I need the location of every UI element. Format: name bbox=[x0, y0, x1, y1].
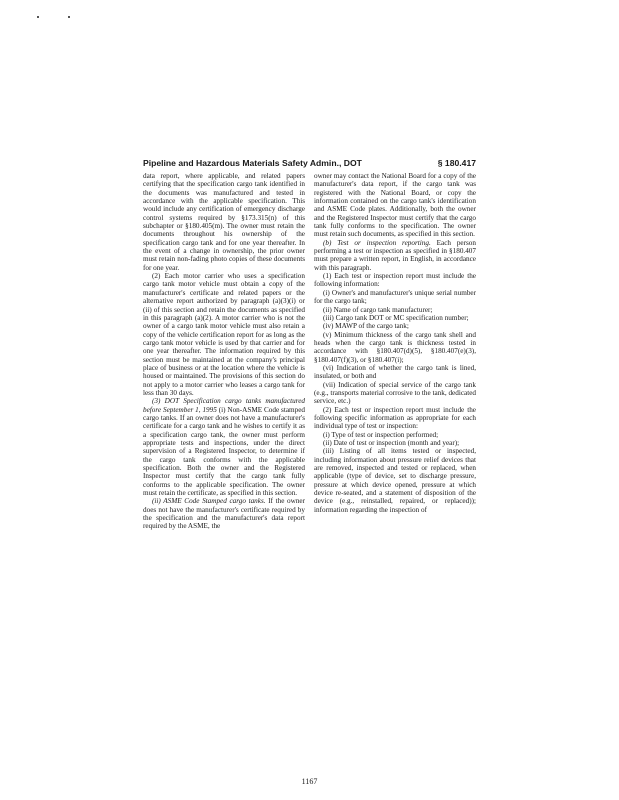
paragraph bbox=[143, 497, 305, 530]
paragraph bbox=[143, 397, 305, 497]
paragraph-text: (vi) Indication of whether the cargo tank is lined, insulated, or both and bbox=[314, 363, 476, 381]
paragraph-text: (vii) Indication of special service of the cargo tank (e.g., transports material corrosive to the tank, dedicated service, etc.) bbox=[314, 380, 476, 406]
running-head-section: § 180.417 bbox=[437, 158, 476, 168]
paragraph-text: (ii) Date of test or inspection (month and year); bbox=[323, 439, 460, 447]
paragraph-text: (v) Minimum thickness of the cargo tank shell and heads when the cargo tank is thickness tested in accordance with §180.407(d)(5), §180.407(e)(3), §180.407(f)(3), or §180.407(i); bbox=[314, 330, 476, 364]
paragraph bbox=[314, 272, 476, 289]
paragraph-heading: (b) Test or inspection reporting. bbox=[323, 238, 431, 247]
paragraph-text: (2) Each motor carrier who uses a specification cargo tank motor vehicle must obtain a copy of the manufacturer's certificate and related papers or the alternative report authorized by paragraph (a)(3)(i) or (ii) of this section and retain the documents as specified in this paragraph (a)(2). A motor carrier who is not the owner of a cargo tank motor vehicle must also retain a copy of the vehicle certification report for as long as the cargo tank motor vehicle is used by that carrier and for one year thereafter. The information required by this section must be maintained at the company's principal place of business or at the location where the vehicle is housed or maintained. The provisions of this section do not apply to a motor carrier who leases a cargo tank for less than 30 days. bbox=[143, 272, 305, 397]
paragraph-text: (i) Owner's and manufacturer's unique serial number for the cargo tank; bbox=[314, 288, 476, 306]
paragraph bbox=[143, 272, 305, 397]
paragraph-text: (i) Type of test or inspection performed; bbox=[323, 430, 439, 439]
paragraph-text: owner may contact the National Board for a copy of the manufacturer's data report, if the cargo tank was registered with the National Board, or copy the information contained on the cargo tank's identification and ASME Code plates. Additionally, both the owner and the Registered Inspector must certify that the cargo tank fully conforms to the specification. The owner must retain such documents, as specified in this section. bbox=[314, 172, 476, 239]
left-column bbox=[143, 172, 305, 531]
paragraph-heading: (3) DOT Specification cargo tanks manufactured before September 1, 1995 bbox=[143, 397, 305, 414]
page-number: 1167 bbox=[301, 777, 318, 786]
paragraph bbox=[314, 447, 476, 514]
paragraph-text: If the owner does not have the manufacturer's certificate required by the specification and the manufacturer's data report required by the ASME, the bbox=[143, 497, 305, 531]
paragraph-text: (iii) Cargo tank DOT or MC specification number; bbox=[323, 313, 469, 322]
running-head-title: Pipeline and Hazardous Materials Safety Admin., DOT bbox=[143, 158, 362, 168]
paragraph-text: (1) Each test or inspection report must include the following information: bbox=[314, 272, 476, 289]
paragraph-heading: (ii) ASME Code Stamped cargo tanks. bbox=[152, 497, 266, 506]
paragraph bbox=[314, 239, 476, 272]
paragraph bbox=[314, 314, 476, 322]
continued-text bbox=[143, 172, 305, 272]
continued-text bbox=[314, 172, 476, 239]
paragraph-text: (ii) Name of cargo tank manufacturer; bbox=[323, 305, 433, 314]
paragraph bbox=[314, 331, 476, 364]
paragraph bbox=[314, 439, 476, 447]
paragraph bbox=[314, 364, 476, 381]
paragraph bbox=[314, 322, 476, 330]
paragraph-text: Each person performing a test or inspection as specified in §180.407 must prepare a written report, in English, in accordance with this paragraph. bbox=[314, 238, 476, 272]
paragraph-text: (i) Non-ASME Code stamped cargo tanks. If an owner does not have a manufacturer's certificate for a cargo tank and he wishes to certify it as a specification cargo tank, the owner must perform appropriate tests and inspections, under the direct supervision of a Registered Inspector, to determine if the cargo tank conforms with the applicable specification. Both the owner and the Registered Inspector must certify that the cargo tank fully conforms to the applicable specification. The owner must retain the certificate, as specified in this section. bbox=[143, 405, 306, 498]
scan-speck bbox=[37, 16, 39, 18]
paragraph bbox=[314, 306, 476, 314]
paragraph bbox=[314, 289, 476, 306]
paragraph-text: (iv) MAWP of the cargo tank; bbox=[323, 322, 409, 331]
paragraph-text: (2) Each test or inspection report must include the following specific information as appropriate for each individual type of test or inspection: bbox=[314, 405, 476, 431]
running-head bbox=[143, 158, 476, 172]
paragraph bbox=[314, 406, 476, 431]
paragraph-text: data report, where applicable, and related papers certifying that the specification cargo tank identified in the documents was manufactured and tested in accordance with the applicable specification. This would include any certification of emergency discharge control systems required by §173.315(n) of this subchapter or §180.405(m). The owner must retain the documents throughout his ownership of the specification cargo tank and for one year thereafter. In the event of a change in ownership, the prior owner must retain non-fading photo copies of these documents for one year. bbox=[143, 172, 305, 272]
right-column bbox=[314, 172, 476, 514]
scan-speck bbox=[68, 16, 70, 18]
paragraph bbox=[314, 431, 476, 439]
paragraph bbox=[314, 381, 476, 406]
paragraph-text: (iii) Listing of all items tested or inspected, including information about pressure relief devices that are removed, inspected and tested or replaced, when applicable (type of device, set to discharge pressure, pressure at which device opened, pressure at which device re-seated, and a statement of disposition of the device (e.g., reinstalled, repaired, or replaced)); information regarding the inspection of bbox=[314, 447, 476, 514]
